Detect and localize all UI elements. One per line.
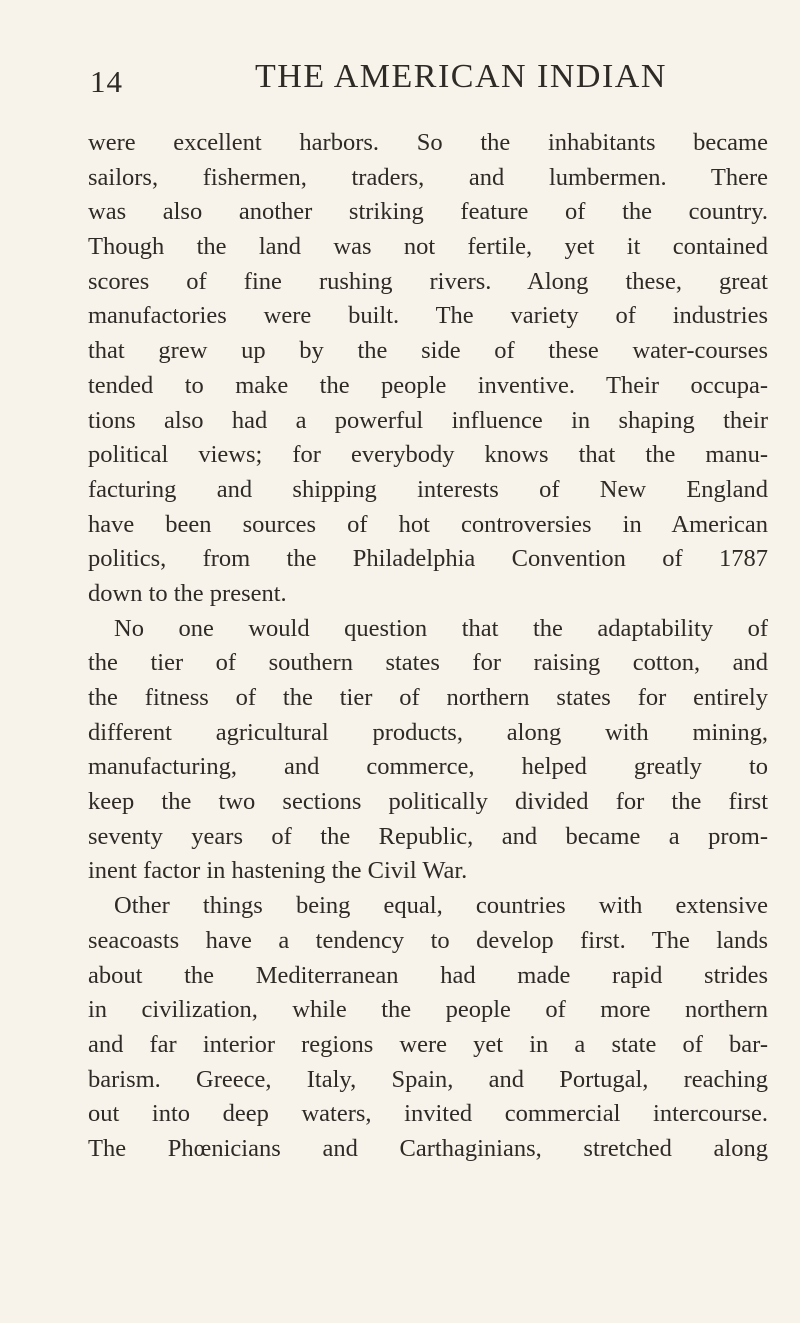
- text-line: scores of fine rushing rivers. Along these, great: [88, 267, 768, 295]
- text-line: inent factor in hastening the Civil War.: [88, 857, 468, 885]
- text-line: different agricultural products, along with mining,: [88, 718, 768, 746]
- page-header: [90, 50, 755, 100]
- text-line: have been sources of hot controversies in American: [88, 510, 768, 538]
- text-line: the fitness of the tier of northern states for entirely: [88, 684, 768, 711]
- text-line: political views; for everybody knows that the manu-: [88, 441, 768, 469]
- text-line: seventy years of the Republic, and became a prom-: [88, 822, 768, 850]
- text-line: the tier of southern states for raising cotton, and: [88, 649, 768, 677]
- text-line: in civilization, while the people of more northern: [88, 996, 768, 1024]
- text-line: Though the land was not fertile, yet it contained: [88, 233, 768, 261]
- body-text: [88, 126, 768, 1167]
- text-line: was also another striking feature of the country.: [88, 198, 768, 226]
- text-line: politics, from the Philadelphia Convention of 1787: [88, 545, 768, 573]
- text-line: tions also had a powerful influence in shaping their: [88, 406, 768, 434]
- text-line: down to the present.: [88, 579, 287, 607]
- page-number: 14: [90, 64, 123, 99]
- text-line: and far interior regions were yet in a state of bar-: [88, 1030, 768, 1058]
- text-line: Other things being equal, countries with extensive: [114, 892, 768, 920]
- running-head: THE AMERICAN INDIAN: [255, 58, 667, 95]
- text-line: barism. Greece, Italy, Spain, and Portugal, reaching: [88, 1065, 768, 1093]
- text-line: seacoasts have a tendency to develop first. The lands: [88, 926, 768, 954]
- text-line: out into deep waters, invited commercial intercourse.: [88, 1100, 768, 1128]
- text-line: that grew up by the side of these water-courses: [88, 337, 768, 365]
- text-line: tended to make the people inventive. Their occupa-: [88, 371, 768, 399]
- text-line: keep the two sections politically divided for the first: [88, 788, 768, 816]
- text-line: No one would question that the adaptability of: [114, 614, 768, 642]
- text-line: manufacturing, and commerce, helped greatly to: [88, 753, 768, 781]
- text-line: were excellent harbors. So the inhabitants became: [88, 129, 768, 156]
- text-line: facturing and shipping interests of New England: [88, 475, 768, 503]
- text-line: The Phœnicians and Carthaginians, stretched along: [88, 1134, 768, 1162]
- text-line: about the Mediterranean had made rapid strides: [88, 961, 768, 989]
- text-line: manufactories were built. The variety of industries: [88, 302, 768, 330]
- text-line: sailors, fishermen, traders, and lumbermen. There: [88, 163, 768, 191]
